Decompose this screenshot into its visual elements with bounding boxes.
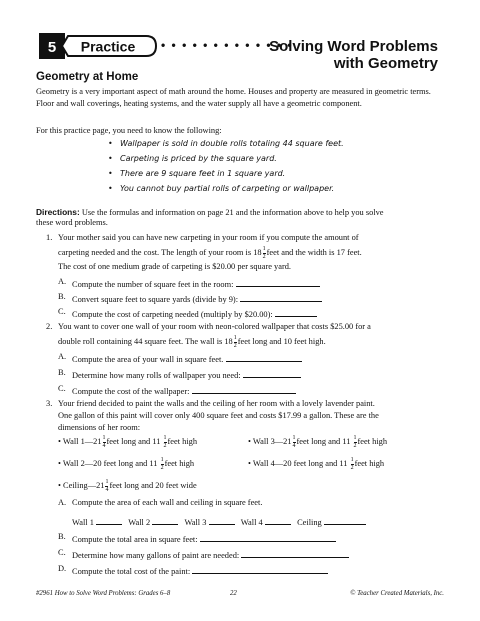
item-letter: B. <box>58 292 66 301</box>
footer-book-title: #2961 How to Solve Word Problems: Grades 6–8 <box>36 590 171 597</box>
wall3-dimensions: • Wall 3—21 $\frac{1}{4}$ feet long and 11 $\frac{1}{2}$ feet high <box>248 435 388 449</box>
page-number: 5 <box>47 39 57 56</box>
item-letter: A. <box>58 277 67 286</box>
problem3-item-a: Compute the area of each wall and ceiling in square feet. <box>72 498 263 507</box>
problem3-item-c: Determine how many gallons of paint are needed: <box>72 548 349 560</box>
problem3-line1: Your friend decided to paint the walls and the ceiling of her room with a lovely lavender paint. <box>58 399 375 408</box>
item-letter: A. <box>58 498 67 507</box>
fact-bullet: • You cannot buy partial rolls of carpeting or wallpaper. <box>120 184 334 193</box>
badge-label: Practice <box>80 38 136 55</box>
problem2-line1: You want to cover one wall of your room with neon-colored wallpaper that costs $25.00 for a <box>58 322 371 331</box>
answer-blank[interactable] <box>265 515 291 525</box>
wall2-dimensions: • Wall 2—20 feet long and 11 $\frac{1}{2}$ feet high <box>58 457 195 471</box>
footer-page-number: 22 <box>230 590 237 597</box>
answer-blank[interactable] <box>324 515 366 525</box>
answer-blank[interactable] <box>243 368 301 378</box>
problem1-item-b: Convert square feet to square yards (divide by 9): <box>72 292 322 304</box>
problem2-item-b: Determine how many rolls of wallpaper you need: <box>72 368 301 380</box>
answer-blank[interactable] <box>96 515 122 525</box>
section-heading: Geometry at Home <box>36 71 139 83</box>
item-letter: B. <box>58 532 66 541</box>
answer-blank[interactable] <box>275 307 317 317</box>
problem3-item-d: Compute the total cost of the paint: <box>72 564 328 576</box>
page-title-line1: Solving Word Problems <box>269 38 438 55</box>
footer-copyright: © Teacher Created Materials, Inc. <box>350 590 444 597</box>
item-letter: D. <box>58 564 67 573</box>
directions-text-2: these word problems. <box>36 218 108 227</box>
page-title-line2: with Geometry <box>333 55 438 72</box>
fact-bullet: • There are 9 square feet in 1 square yard. <box>120 169 285 178</box>
item-letter: A. <box>58 352 67 361</box>
wall1-dimensions: • Wall 1—21 $\frac{1}{4}$ feet long and 11 $\frac{1}{2}$ feet high <box>58 435 198 449</box>
problem1-line2: carpeting needed and the cost. The length of your room is 18 $\frac{1}{2}$ feet and the width is 17 feet. <box>58 246 362 260</box>
answer-blank[interactable] <box>240 292 322 302</box>
directions-text: Use the formulas and information on page 21 and the information above to help you solve <box>81 208 384 217</box>
need-to-know-text: For this practice page, you need to know the following: <box>36 126 222 135</box>
fact-bullet: • Wallpaper is sold in double rolls totaling 44 square feet. <box>120 139 344 148</box>
problem1-line1: Your mother said you can have new carpeting in your room if you compute the amount of <box>58 233 359 242</box>
answer-blank[interactable] <box>152 515 178 525</box>
answer-blank[interactable] <box>241 548 349 558</box>
problem-number: 3. <box>46 399 53 408</box>
problem-number: 1. <box>46 233 53 242</box>
directions-label: Directions: <box>36 207 80 217</box>
problem1-item-c: Compute the cost of carpeting needed (multiply by $20.00): <box>72 307 317 319</box>
answer-blank[interactable] <box>192 564 328 574</box>
answer-blank[interactable] <box>226 352 302 362</box>
item-letter: B. <box>58 368 66 377</box>
item-letter: C. <box>58 548 66 557</box>
problem-number: 2. <box>46 322 53 331</box>
answer-blank[interactable] <box>236 277 320 287</box>
item-letter: C. <box>58 307 66 316</box>
answer-blank[interactable] <box>209 515 235 525</box>
directions-line <box>36 207 384 217</box>
intro-paragraph: Geometry is a very important aspect of math around the home. Houses and property are measured in geometric terms. Floor and wall coverings, heating systems, and the water supply all have a geometric component. <box>36 87 431 108</box>
practice-badge <box>38 31 158 61</box>
title-dots: • • • • • • • • • • • • • <box>161 38 294 52</box>
problem1-item-a: Compute the number of square feet in the room: <box>72 277 320 289</box>
problem2-line2: double roll containing 44 square feet. The wall is 18 $\frac{1}{2}$ feet long and 10 feet high. <box>58 335 326 349</box>
answer-blank[interactable] <box>192 384 296 394</box>
answer-blank[interactable] <box>200 532 336 542</box>
problem3-line2: One gallon of this paint will cover only 400 square feet and costs $17.99 a gallon. These are the <box>58 411 379 420</box>
area-answer-row: Wall 1 Wall 2 Wall 3 Wall 4 Ceiling <box>72 515 366 527</box>
problem1-line3: The cost of one medium grade of carpeting is $20.00 per square yard. <box>58 262 292 271</box>
problem2-item-c: Compute the cost of the wallpaper: <box>72 384 296 396</box>
fraction-half: $\frac{1}{2}$ <box>233 335 237 349</box>
problem3-line3: dimensions of her room: <box>58 423 141 432</box>
problem2-item-a: Compute the area of your wall in square feet. <box>72 352 302 364</box>
item-letter: C. <box>58 384 66 393</box>
fact-bullet: • Carpeting is priced by the square yard. <box>120 154 277 163</box>
problem3-item-b: Compute the total area in square feet: <box>72 532 336 544</box>
ceiling-dimensions: • Ceiling—21 $\frac{1}{4}$ feet long and 20 feet wide <box>58 479 197 493</box>
wall4-dimensions: • Wall 4—20 feet long and 11 $\frac{1}{2}$ feet high <box>248 457 385 471</box>
fraction-half: $\frac{1}{2}$ <box>262 246 266 260</box>
